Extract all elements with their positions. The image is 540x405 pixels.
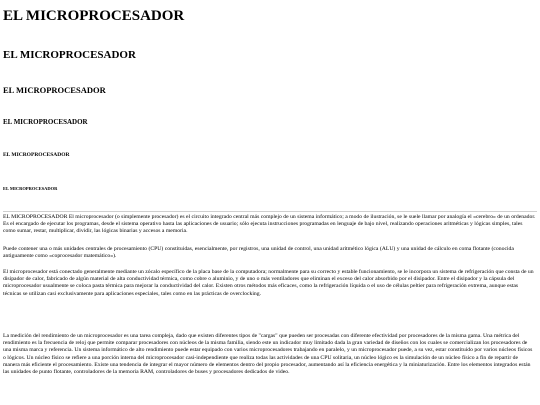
paragraph-cpu-units: Puede contener una o más unidades centrales de procesamiento (CPU) constituidas, esencialmente, por registros, una unidad de control, una unidad aritmético lógica (ALU) y una unidad de cálculo en coma flotante (conocida antiguamente como «coprocesador matemático»). (3, 246, 514, 260)
heading-level-5: EL MICROPROCESADOR (3, 152, 70, 158)
heading-level-3: EL MICROPROCESADOR (3, 85, 106, 95)
heading-level-2: EL MICROPROCESADOR (3, 49, 136, 61)
paragraph-cooling: El microprocesador está conectado generalmente mediante un zócalo específico de la placa base de la computadora; normalmente para su correcto y estable funcionamiento, se le incorpora un sistema de refrigeración que consta de un disipador de calor, fabricado de algún material de alta conductividad térmica, como cobre o aluminio, y de uno o más ventiladores que eliminan el exceso del calor absorbido por el disipador. Entre el disipador y la cápsula del microprocesador usualmente se coloca pasta térmica para mejorar la conductividad del calor. Existen otros métodos más eficaces, como la refrigeración líquida o el uso de células peltier para refrigeración extrema, aunque estas técnicas se utilizan casi exclusivamente para aplicaciones especiales, tales como en las prácticas de overclocking. (3, 269, 534, 297)
paragraph-performance: La medición del rendimiento de un microprocesador es una tarea compleja, dado que existen diferentes tipos de "cargas" que pueden ser procesadas con diferente efectividad por procesadores de la misma gama. Una métrica del rendimiento es la frecuencia de reloj que permite comparar procesadores con núcleos de la misma familia, siendo este un indicador muy limitado dada la gran variedad de diseños con los cuales se comercializan los procesadores de una misma marca y referencia. Un sistema informático de alto rendimiento puede estar equipado con varios microprocesadores trabajando en paralelo, y un microprocesador puede, a su vez, estar constituido por varios núcleos físicos o lógicos. Un núcleo físico se refiere a una porción interna del microprocesador casi-independiente que realiza todas las actividades de una CPU solitaria, un núcleo lógico es la simulación de un núcleo físico a fin de repartir de manera más eficiente el procesamiento. Existe una tendencia de integrar el mayor número de elementos dentro del propio procesador, aumentando así la eficiencia energética y la miniaturización. Entre los elementos integrados están las unidades de punto flotante, controladores de la memoria RAM, controladores de buses y procesadores dedicados de video. (3, 333, 533, 376)
heading-level-6: EL MICROPROCESADOR (3, 186, 58, 191)
horizontal-divider (3, 211, 537, 212)
paragraph-intro: EL MICROPROCESADOR El microprocesador (o simplemente procesador) es el circuito integrado central más complejo de un sistema informático; a modo de ilustración, se le suele llamar por analogía el «cerebro» de un ordenador. Es el encargado de ejecutar los programas, desde el sistema operativo hasta las aplicaciones de usuario; sólo ejecuta instrucciones programadas en lenguaje de bajo nivel, realizando operaciones aritméticas y lógicas simples, tales como sumar, restar, multiplicar, dividir, las lógicas binarias y accesos a memoria. (3, 214, 536, 235)
heading-level-4: EL MICROPROCESADOR (3, 118, 88, 126)
heading-level-1: EL MICROPROCESADOR (3, 8, 185, 24)
